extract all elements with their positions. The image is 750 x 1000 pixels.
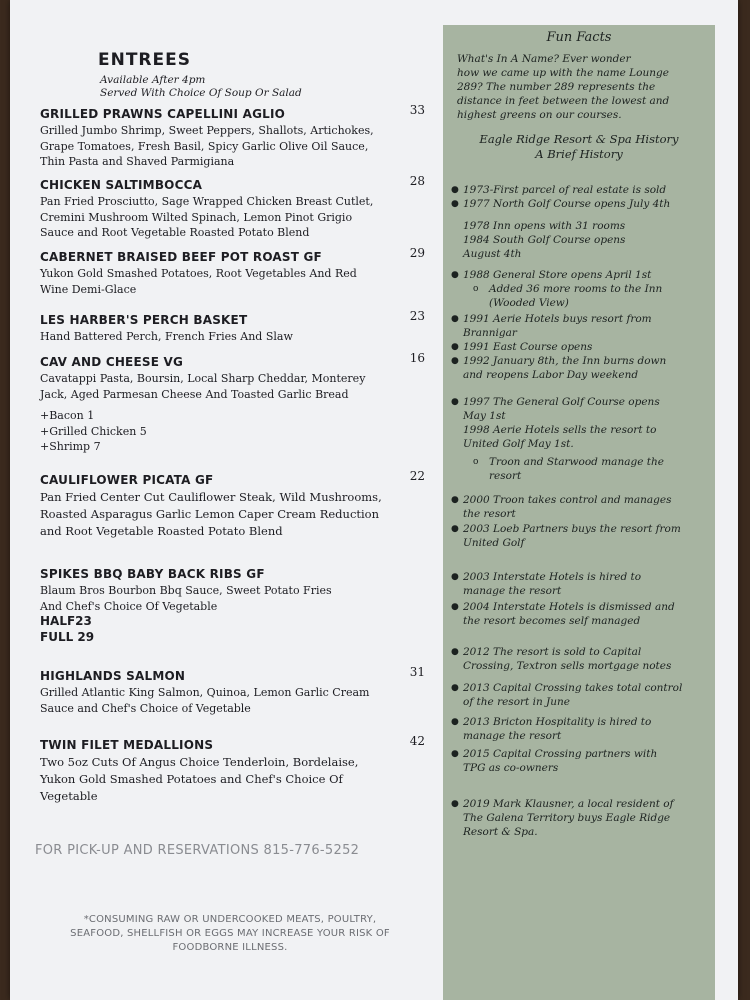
history-line: 2019 Mark Klausner, a local resident of bbox=[463, 798, 674, 810]
bullet-icon: ● bbox=[451, 717, 459, 727]
description-line: Wine Demi-Glace bbox=[40, 282, 137, 296]
entree-description bbox=[40, 266, 425, 297]
intro-line: 289? The number 289 represents the bbox=[457, 81, 656, 93]
history-line: 1992 January 8th, the Inn burns down bbox=[463, 355, 667, 367]
history-line: the resort bbox=[463, 508, 516, 520]
history-line: Added 36 more rooms to the Inn bbox=[489, 283, 663, 295]
intro-line: What's In A Name? Ever wonder bbox=[457, 53, 631, 65]
history-text bbox=[463, 522, 707, 550]
description-line: Cavatappi Pasta, Boursin, Local Sharp Cheddar, Monterey bbox=[40, 372, 366, 385]
history-text bbox=[463, 219, 707, 261]
history-line: of the resort in June bbox=[463, 696, 571, 708]
entree-description bbox=[40, 489, 425, 540]
description-line: Roasted Asparagus Garlic Lemon Caper Cream Reduction bbox=[40, 507, 380, 521]
entree-name: SPIKES BBQ BABY BACK RIBS GF bbox=[40, 567, 265, 581]
history-item bbox=[443, 797, 715, 839]
history-text bbox=[463, 570, 707, 598]
bullet-icon: ● bbox=[451, 342, 459, 352]
entree-description bbox=[40, 583, 425, 614]
entree-addons bbox=[40, 408, 425, 455]
history-line: resort bbox=[489, 470, 522, 482]
bullet-icon: ● bbox=[451, 647, 459, 657]
entree-price: 22 bbox=[409, 469, 425, 483]
history-line: United Golf May 1st. bbox=[463, 438, 574, 450]
history-item bbox=[443, 395, 715, 451]
entree-name: CHICKEN SALTIMBOCCA bbox=[40, 178, 203, 192]
fun-facts-title: Fun Facts bbox=[546, 30, 612, 45]
entree-name: GRILLED PRAWNS CAPELLINI AGLIO bbox=[40, 107, 286, 121]
history-text bbox=[463, 395, 707, 451]
history-item bbox=[443, 268, 715, 282]
entree-item bbox=[40, 734, 425, 805]
history-item bbox=[443, 747, 715, 775]
description-line: Sauce and Root Vegetable Roasted Potato Blend bbox=[40, 226, 310, 239]
history-text bbox=[489, 455, 707, 483]
history-line: May 1st bbox=[463, 410, 506, 422]
bullet-icon: ● bbox=[451, 356, 459, 366]
entree-price: 23 bbox=[409, 309, 425, 323]
entree-name: CAULIFLOWER PICATA GF bbox=[40, 473, 214, 487]
history-item bbox=[443, 219, 715, 261]
bullet-icon: ● bbox=[451, 185, 459, 195]
description-line: Yukon Gold Smashed Potatoes and Chef's Choice Of bbox=[40, 772, 343, 786]
history-line: 1977 North Golf Course opens July 4th bbox=[463, 198, 671, 210]
history-text bbox=[489, 282, 707, 310]
history-line: manage the resort bbox=[463, 585, 562, 597]
history-line: 2004 Interstate Hotels is dismissed and bbox=[463, 601, 675, 613]
addon-option: +Bacon 1 bbox=[40, 409, 95, 422]
history-line: 2003 Interstate Hotels is hired to bbox=[463, 571, 642, 583]
history-subtitle bbox=[443, 132, 715, 162]
history-item bbox=[443, 645, 715, 673]
entree-item bbox=[40, 351, 425, 455]
history-text bbox=[463, 312, 707, 340]
addon-option: +Grilled Chicken 5 bbox=[40, 424, 147, 438]
warning-line: *CONSUMING RAW OR UNDERCOOKED MEATS, POULTRY, bbox=[83, 914, 377, 925]
history-title: Eagle Ridge Resort & Spa History bbox=[479, 132, 679, 146]
history-item bbox=[443, 493, 715, 521]
entree-item bbox=[40, 665, 425, 716]
history-line: 2013 Bricton Hospitality is hired to bbox=[463, 716, 652, 728]
entree-price: 16 bbox=[409, 351, 425, 365]
addon-option: HALF23 bbox=[40, 614, 92, 628]
description-line: Grape Tomatoes, Fresh Basil, Spicy Garlic Olive Oil Sauce, bbox=[40, 139, 369, 153]
bullet-icon: ● bbox=[451, 397, 459, 407]
entrees-title: ENTREES bbox=[98, 50, 191, 70]
entree-name: HIGHLANDS SALMON bbox=[40, 669, 186, 683]
history-line: manage the resort bbox=[463, 730, 562, 742]
history-line: Crossing, Textron sells mortgage notes bbox=[463, 660, 672, 672]
entree-description bbox=[40, 685, 425, 716]
history-line: 2012 The resort is sold to Capital bbox=[463, 646, 642, 658]
description-line: Pan Fried Center Cut Cauliflower Steak, Wild Mushrooms, bbox=[40, 490, 382, 504]
description-line: And Chef's Choice Of Vegetable bbox=[40, 599, 218, 613]
history-text bbox=[463, 340, 707, 354]
description-line: Grilled Atlantic King Salmon, Quinoa, Lemon Garlic Cream bbox=[40, 686, 370, 699]
intro-line: distance in feet between the lowest and bbox=[457, 95, 670, 107]
entrees-served-with: Served With Choice Of Soup Or Salad bbox=[100, 87, 302, 99]
history-text bbox=[463, 183, 707, 197]
fun-facts-panel bbox=[443, 25, 715, 1000]
entree-description bbox=[40, 194, 425, 241]
entree-name: CABERNET BRAISED BEEF POT ROAST GF bbox=[40, 250, 322, 264]
history-line: 2003 Loeb Partners buys the resort from bbox=[463, 523, 681, 535]
history-text bbox=[463, 268, 707, 282]
history-line: 1978 Inn opens with 31 rooms bbox=[463, 220, 626, 232]
entree-description bbox=[40, 329, 425, 345]
entree-name: CAV AND CHEESE VG bbox=[40, 355, 184, 369]
history-line: 1973-First parcel of real estate is sold bbox=[463, 184, 667, 196]
bullet-icon: ● bbox=[451, 683, 459, 693]
history-text bbox=[463, 797, 707, 839]
description-line: Yukon Gold Smashed Potatoes, Root Vegetables And Red bbox=[40, 267, 357, 280]
history-text bbox=[463, 747, 707, 775]
sub-bullet-icon: o bbox=[473, 284, 479, 294]
bullet-icon: ● bbox=[451, 799, 459, 809]
history-line: 2013 Capital Crossing takes total control bbox=[463, 682, 683, 694]
intro-line: highest greens on our courses. bbox=[457, 109, 622, 121]
entree-item bbox=[40, 174, 425, 241]
bullet-icon: ● bbox=[451, 602, 459, 612]
history-line: August 4th bbox=[463, 248, 522, 260]
entree-description bbox=[40, 371, 425, 402]
entree-price: 31 bbox=[409, 665, 425, 679]
history-item bbox=[443, 354, 715, 382]
history-line: 1997 The General Golf Course opens bbox=[463, 396, 660, 408]
bullet-icon: ● bbox=[451, 314, 459, 324]
sub-bullet-icon: o bbox=[473, 457, 479, 467]
description-line: Two 5oz Cuts Of Angus Choice Tenderloin, Bordelaise, bbox=[40, 755, 359, 769]
entree-price: 29 bbox=[409, 246, 425, 260]
history-text bbox=[463, 681, 707, 709]
entree-price: 42 bbox=[409, 734, 425, 748]
warning-line: FOODBORNE ILLNESS. bbox=[172, 942, 288, 953]
entree-description bbox=[40, 754, 425, 805]
entree-item bbox=[40, 103, 425, 170]
bullet-icon: ● bbox=[451, 270, 459, 280]
history-line: United Golf bbox=[463, 537, 525, 549]
description-line: Vegetable bbox=[40, 789, 98, 803]
history-line: 1991 East Course opens bbox=[463, 341, 593, 353]
menu-paper bbox=[10, 0, 738, 1000]
history-line: 1984 South Golf Course opens bbox=[463, 234, 626, 246]
warning-line: SEAFOOD, SHELLFISH OR EGGS MAY INCREASE YOUR RISK OF bbox=[70, 928, 390, 939]
history-item bbox=[443, 183, 715, 197]
entree-description bbox=[40, 123, 425, 170]
history-item bbox=[443, 570, 715, 598]
history-text bbox=[463, 645, 707, 673]
bullet-icon: ● bbox=[451, 495, 459, 505]
food-warning bbox=[45, 913, 415, 955]
history-item bbox=[443, 197, 715, 211]
history-text bbox=[463, 600, 707, 628]
history-line: (Wooded View) bbox=[489, 297, 569, 309]
entree-item bbox=[40, 469, 425, 540]
history-item bbox=[443, 522, 715, 550]
history-line: Troon and Starwood manage the bbox=[489, 456, 664, 468]
history-item bbox=[443, 600, 715, 628]
intro-line: how we came up with the name Lounge bbox=[457, 67, 669, 79]
history-line: Resort & Spa. bbox=[463, 826, 538, 838]
history-line: TPG as co-owners bbox=[463, 762, 559, 774]
history-item bbox=[443, 282, 715, 310]
history-line: 1998 Aerie Hotels sells the resort to bbox=[463, 424, 657, 436]
history-item bbox=[443, 681, 715, 709]
history-item bbox=[443, 715, 715, 743]
history-line: The Galena Territory buys Eagle Ridge bbox=[463, 812, 671, 824]
entree-price: 28 bbox=[409, 174, 425, 188]
history-subtitle-brief: A Brief History bbox=[535, 147, 623, 161]
history-item bbox=[443, 340, 715, 354]
entree-item bbox=[40, 567, 425, 645]
entree-item bbox=[40, 246, 425, 297]
entree-name: TWIN FILET MEDALLIONS bbox=[40, 738, 214, 752]
description-line: Sauce and Chef's Choice of Vegetable bbox=[40, 701, 251, 715]
history-item bbox=[443, 312, 715, 340]
description-line: Blaum Bros Bourbon Bbq Sauce, Sweet Potato Fries bbox=[40, 584, 332, 597]
history-line: 1991 Aerie Hotels buys resort from bbox=[463, 313, 652, 325]
description-line: Pan Fried Prosciutto, Sage Wrapped Chicken Breast Cutlet, bbox=[40, 195, 374, 208]
history-line: and reopens Labor Day weekend bbox=[463, 369, 639, 381]
bullet-icon: ● bbox=[451, 524, 459, 534]
description-line: Thin Pasta and Shaved Parmigiana bbox=[40, 155, 235, 168]
history-text bbox=[463, 354, 707, 382]
history-text bbox=[463, 197, 707, 211]
history-line: the resort becomes self managed bbox=[463, 615, 641, 627]
history-text bbox=[463, 493, 707, 521]
addon-option: FULL 29 bbox=[40, 629, 95, 644]
entree-item bbox=[40, 309, 425, 345]
addon-option: +Shrimp 7 bbox=[40, 440, 101, 453]
bullet-icon: ● bbox=[451, 572, 459, 582]
entrees-column bbox=[40, 50, 425, 803]
entree-price: 33 bbox=[409, 103, 425, 117]
history-line: 2015 Capital Crossing partners with bbox=[463, 748, 658, 760]
entrees-availability: Available After 4pm bbox=[100, 74, 206, 86]
bullet-icon: ● bbox=[451, 749, 459, 759]
description-line: and Root Vegetable Roasted Potato Blend bbox=[40, 524, 283, 538]
history-line: 2000 Troon takes control and manages bbox=[463, 494, 672, 506]
history-line: Brannigar bbox=[463, 327, 517, 339]
entree-addons bbox=[40, 614, 425, 645]
history-text bbox=[463, 715, 707, 743]
history-line: 1988 General Store opens April 1st bbox=[463, 269, 652, 281]
entree-name: LES HARBER'S PERCH BASKET bbox=[40, 313, 248, 327]
pickup-reservations: FOR PICK-UP AND RESERVATIONS 815-776-5252 bbox=[35, 843, 360, 858]
description-line: Hand Battered Perch, French Fries And Slaw bbox=[40, 330, 293, 343]
description-line: Jack, Aged Parmesan Cheese And Toasted Garlic Bread bbox=[40, 387, 349, 401]
fun-facts-intro bbox=[443, 52, 715, 122]
description-line: Grilled Jumbo Shrimp, Sweet Peppers, Shallots, Artichokes, bbox=[40, 124, 374, 137]
history-item bbox=[443, 455, 715, 483]
description-line: Cremini Mushroom Wilted Spinach, Lemon Pinot Grigio bbox=[40, 210, 353, 224]
bullet-icon: ● bbox=[451, 199, 459, 209]
